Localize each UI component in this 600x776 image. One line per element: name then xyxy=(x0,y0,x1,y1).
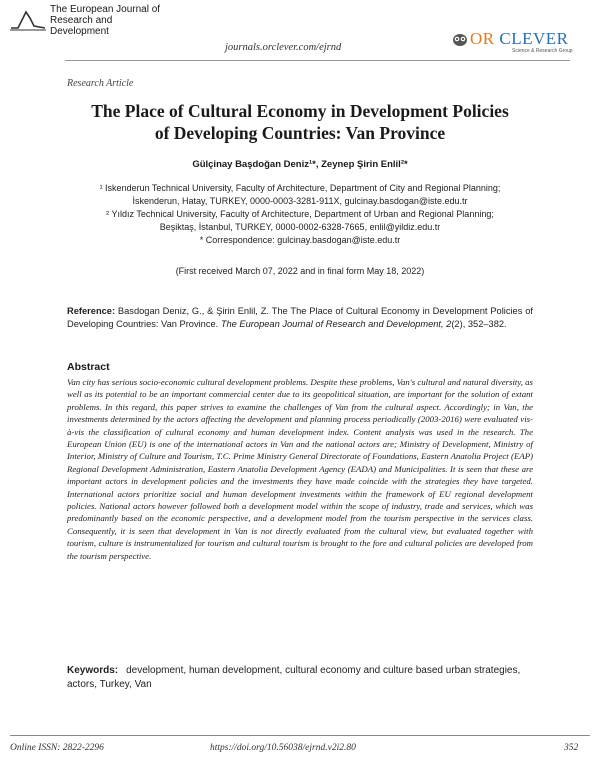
reference-label: Reference: xyxy=(67,306,116,316)
journal-name-line1: The European Journal of xyxy=(50,4,161,15)
abstract-heading: Abstract xyxy=(67,361,110,373)
authors: Gülçinay Başdoğan Deniz¹*, Zeynep Şirin Enlil²* xyxy=(192,159,408,170)
publisher-logo xyxy=(452,30,568,47)
publisher-subtitle: Science & Research Group xyxy=(512,48,573,54)
owl-icon xyxy=(452,32,468,46)
footer-divider xyxy=(10,735,590,736)
reference-text-a: Basdogan Deniz, G., & Şirin Enlil, Z. The The Place of Cultural Economy in Development Policies of Developing Countries: Van Province. xyxy=(67,306,533,329)
reference-text-b: (2), 352–382. xyxy=(451,318,507,329)
article-title xyxy=(40,100,560,144)
affiliation-2-line1: ² Yıldız Technical University, Faculty of Architecture, Department of Urban and Regional Planning; xyxy=(106,209,494,219)
affiliation-2-line2: Beşiktaş, İstanbul, TURKEY, 0000-0002-6328-7665, enlil@yildiz.edu.tr xyxy=(159,221,441,232)
reference xyxy=(67,305,533,330)
page-header xyxy=(0,0,600,58)
keywords-text: development, human development, cultural economy and culture based urban strategies, actors, Turkey, Van xyxy=(67,665,521,690)
publisher-name xyxy=(470,30,568,47)
abstract-text: Van city has serious socio-economic cultural development problems. Despite these problems, Van's cultural and natural diversity, as well as its potential to be an important commercial center due to its geopolitical situation, are important for the solution of extant problems. In this regard, this paper strives to examine the challenges of Van from the cultural aspect. Accordingly; in Van, the investments determined by the actors affecting the development and planning process periodically (2003-2016) were evaluated vis-à-vis the classification of cultural economy and human development index. Content analysis was used in the research. The European Union (EU) is one of the international actors in Van and the national actors are; Ministry of Development, Ministry of Interior, Ministry of Culture and Tourism, T.C. Prime Ministry General Directorate of Foundations, Eastern Anatolia Project (EAP) Regional Development Administration, Eastern Anatolia Development Agency (EADA) and Municipalities. It is seen that these are important actors in development policies and the investments they have made coincide with the strategies they have targeted. International actors prioritize social and human development investments within the framework of EU regional development policies. National actors however followed both a development model within the scope of industry, trade and services, which was predominantly based on the economic perspective, and a development model from the tourism perspective in the services class. Consequently, it is seen that development in Van is not directly evaluated from the cultural view, but evaluated together with tourism, culture is instrumentalized for tourism and cultural tourism is brought to the fore and cultural policies are developed from the tourism perspective. xyxy=(67,377,533,561)
journal-name xyxy=(50,4,170,37)
affiliation-1 xyxy=(40,182,560,207)
article-type: Research Article xyxy=(67,78,134,89)
affiliation-2 xyxy=(40,208,560,233)
title-line1: The Place of Cultural Economy in Development Policies xyxy=(91,101,509,121)
affiliation-1-line2: İskenderun, Hatay, TURKEY, 0000-0003-3281-911X, gulcinay.basdogan@iste.edu.tr xyxy=(132,195,468,206)
footer-page-number: 352 xyxy=(564,743,579,753)
publisher-or: OR xyxy=(470,29,495,48)
header-divider xyxy=(65,60,570,61)
received-dates: (First received March 07, 2022 and in final form May 18, 2022) xyxy=(175,266,425,276)
reference-journal: The European Journal of Research and Development, 2 xyxy=(220,318,452,329)
affiliation-1-line1: ¹ Iskenderun Technical University, Faculty of Architecture, Department of City and Regional Planning; xyxy=(99,183,501,193)
correspondence: * Correspondence: gulcinay.basdogan@iste.edu.tr xyxy=(199,235,401,245)
journal-logo xyxy=(10,6,46,34)
title-line2: of Developing Countries: Van Province xyxy=(154,123,446,143)
journal-url[interactable]: journals.orclever.com/ejrnd xyxy=(225,42,342,53)
keywords-label: Keywords: xyxy=(67,665,119,676)
footer-doi[interactable]: https://doi.org/10.56038/ejrnd.v2i2.80 xyxy=(210,743,356,753)
journal-name-line2: Research and Development xyxy=(50,15,113,37)
keywords xyxy=(67,664,533,692)
journal-logo-icon xyxy=(10,6,46,34)
footer-issn: Online ISSN: 2822-2296 xyxy=(10,743,104,753)
publisher-clever: CLEVER xyxy=(499,29,569,48)
